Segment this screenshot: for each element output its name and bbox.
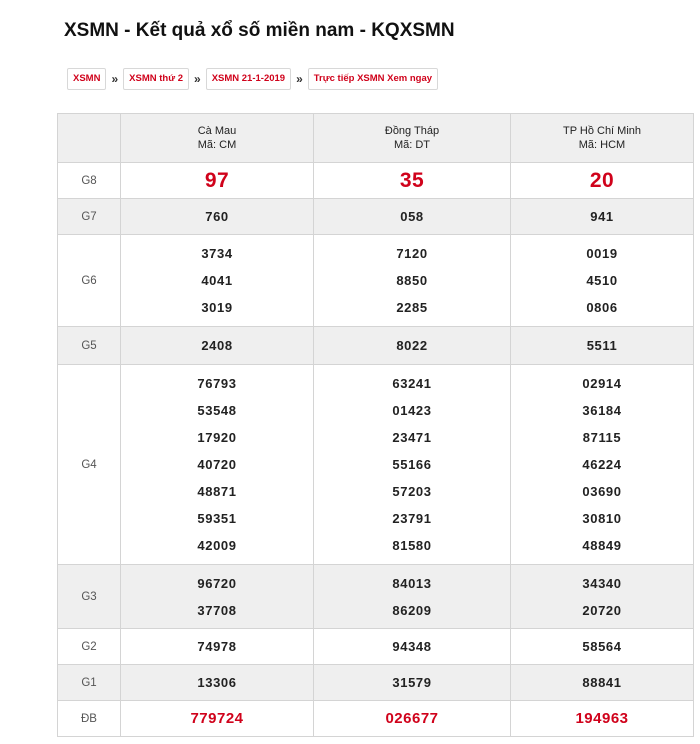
province-header bbox=[121, 114, 314, 163]
breadcrumb-separator: » bbox=[296, 72, 303, 86]
prize-row-g8 bbox=[58, 163, 694, 199]
prize-value: 4041 bbox=[201, 273, 233, 288]
prize-label: ĐB bbox=[58, 701, 121, 737]
prize-cell bbox=[511, 365, 694, 565]
prize-label: G6 bbox=[58, 235, 121, 327]
prize-value: 63241 bbox=[392, 376, 432, 391]
prize-row-g4 bbox=[58, 365, 694, 565]
prize-value: 30810 bbox=[582, 511, 622, 526]
prize-value: 36184 bbox=[582, 403, 622, 418]
prize-value: 40720 bbox=[197, 457, 237, 472]
prize-value: 48871 bbox=[197, 484, 237, 499]
prize-cell bbox=[314, 565, 511, 629]
prize-value: 23471 bbox=[392, 430, 432, 445]
page-title: XSMN - Kết quả xổ số miền nam - KQXSMN bbox=[64, 20, 455, 41]
table-header-row bbox=[58, 114, 694, 163]
province-header bbox=[314, 114, 511, 163]
prize-value: 3734 bbox=[201, 246, 233, 261]
prize-value: 5511 bbox=[511, 327, 694, 365]
prize-value: 53548 bbox=[197, 403, 237, 418]
prize-value: 026677 bbox=[314, 701, 511, 737]
prize-value: 4510 bbox=[586, 273, 618, 288]
prize-value: 94348 bbox=[314, 629, 511, 665]
prize-value: 84013 bbox=[392, 575, 432, 591]
prize-row-special bbox=[58, 701, 694, 737]
prize-value: 941 bbox=[511, 199, 694, 235]
breadcrumb-link-xsmn[interactable]: XSMN bbox=[67, 68, 106, 90]
breadcrumb-separator: » bbox=[194, 72, 201, 86]
province-code: Mã: DT bbox=[393, 139, 431, 151]
header-empty-cell bbox=[58, 114, 121, 163]
prize-label: G3 bbox=[58, 565, 121, 629]
prize-value: 74978 bbox=[121, 629, 314, 665]
prize-value: 42009 bbox=[197, 538, 237, 553]
breadcrumb-link-xsmn-date[interactable]: XSMN 21-1-2019 bbox=[206, 68, 291, 90]
prize-value: 01423 bbox=[392, 403, 432, 418]
prize-value: 59351 bbox=[197, 511, 237, 526]
prize-value: 03690 bbox=[582, 484, 622, 499]
prize-row-g5 bbox=[58, 327, 694, 365]
prize-value: 87115 bbox=[582, 430, 622, 445]
prize-label: G8 bbox=[58, 163, 121, 199]
prize-label: G5 bbox=[58, 327, 121, 365]
prize-value: 2408 bbox=[121, 327, 314, 365]
breadcrumb-separator: » bbox=[111, 72, 119, 86]
prize-value: 8022 bbox=[314, 327, 511, 365]
prize-value: 7120 bbox=[396, 246, 428, 261]
province-code: Mã: HCM bbox=[578, 139, 626, 151]
prize-row-g6 bbox=[58, 235, 694, 327]
prize-value: 31579 bbox=[314, 665, 511, 701]
prize-value: 0806 bbox=[586, 300, 618, 315]
prize-value: 02914 bbox=[582, 376, 622, 391]
prize-row-g7 bbox=[58, 199, 694, 235]
prize-label: G7 bbox=[58, 199, 121, 235]
breadcrumb-link-xsmn-thu-2[interactable]: XSMN thứ 2 bbox=[123, 68, 189, 90]
prize-value: 760 bbox=[121, 199, 314, 235]
prize-value: 76793 bbox=[197, 376, 237, 391]
prize-value: 58564 bbox=[511, 629, 694, 665]
prize-value: 86209 bbox=[392, 602, 432, 618]
prize-cell bbox=[511, 565, 694, 629]
breadcrumb bbox=[67, 68, 438, 90]
prize-value: 46224 bbox=[582, 457, 622, 472]
prize-value: 96720 bbox=[197, 575, 237, 591]
prize-cell bbox=[314, 235, 511, 327]
province-code: Mã: CM bbox=[197, 139, 237, 151]
prize-value: 57203 bbox=[392, 484, 432, 499]
prize-value: 48849 bbox=[582, 538, 622, 553]
province-name: Cà Mau bbox=[197, 125, 237, 137]
prize-value: 23791 bbox=[392, 511, 432, 526]
prize-cell bbox=[121, 235, 314, 327]
province-header bbox=[511, 114, 694, 163]
prize-value: 20720 bbox=[582, 602, 622, 618]
prize-cell bbox=[121, 365, 314, 565]
prize-value: 55166 bbox=[392, 457, 432, 472]
province-name: Đồng Tháp bbox=[384, 125, 440, 137]
prize-value: 81580 bbox=[392, 538, 432, 553]
prize-value: 88841 bbox=[511, 665, 694, 701]
prize-value: 97 bbox=[121, 163, 314, 199]
prize-row-g3 bbox=[58, 565, 694, 629]
prize-value: 8850 bbox=[396, 273, 428, 288]
prize-value: 13306 bbox=[121, 665, 314, 701]
prize-label: G4 bbox=[58, 365, 121, 565]
prize-cell bbox=[314, 365, 511, 565]
results-table bbox=[57, 113, 694, 737]
prize-value: 37708 bbox=[197, 602, 237, 618]
prize-value: 20 bbox=[511, 163, 694, 199]
prize-value: 194963 bbox=[511, 701, 694, 737]
breadcrumb-link-live[interactable]: Trực tiếp XSMN Xem ngay bbox=[308, 68, 438, 90]
prize-value: 058 bbox=[314, 199, 511, 235]
prize-value: 34340 bbox=[582, 575, 622, 591]
prize-cell bbox=[121, 565, 314, 629]
prize-value: 779724 bbox=[121, 701, 314, 737]
prize-label: G1 bbox=[58, 665, 121, 701]
prize-value: 17920 bbox=[197, 430, 237, 445]
prize-value: 0019 bbox=[586, 246, 618, 261]
prize-value: 35 bbox=[314, 163, 511, 199]
prize-cell bbox=[511, 235, 694, 327]
province-name: TP Hồ Chí Minh bbox=[562, 125, 642, 137]
prize-value: 2285 bbox=[396, 300, 428, 315]
prize-value: 3019 bbox=[201, 300, 233, 315]
prize-row-g2 bbox=[58, 629, 694, 665]
prize-row-g1 bbox=[58, 665, 694, 701]
prize-label: G2 bbox=[58, 629, 121, 665]
